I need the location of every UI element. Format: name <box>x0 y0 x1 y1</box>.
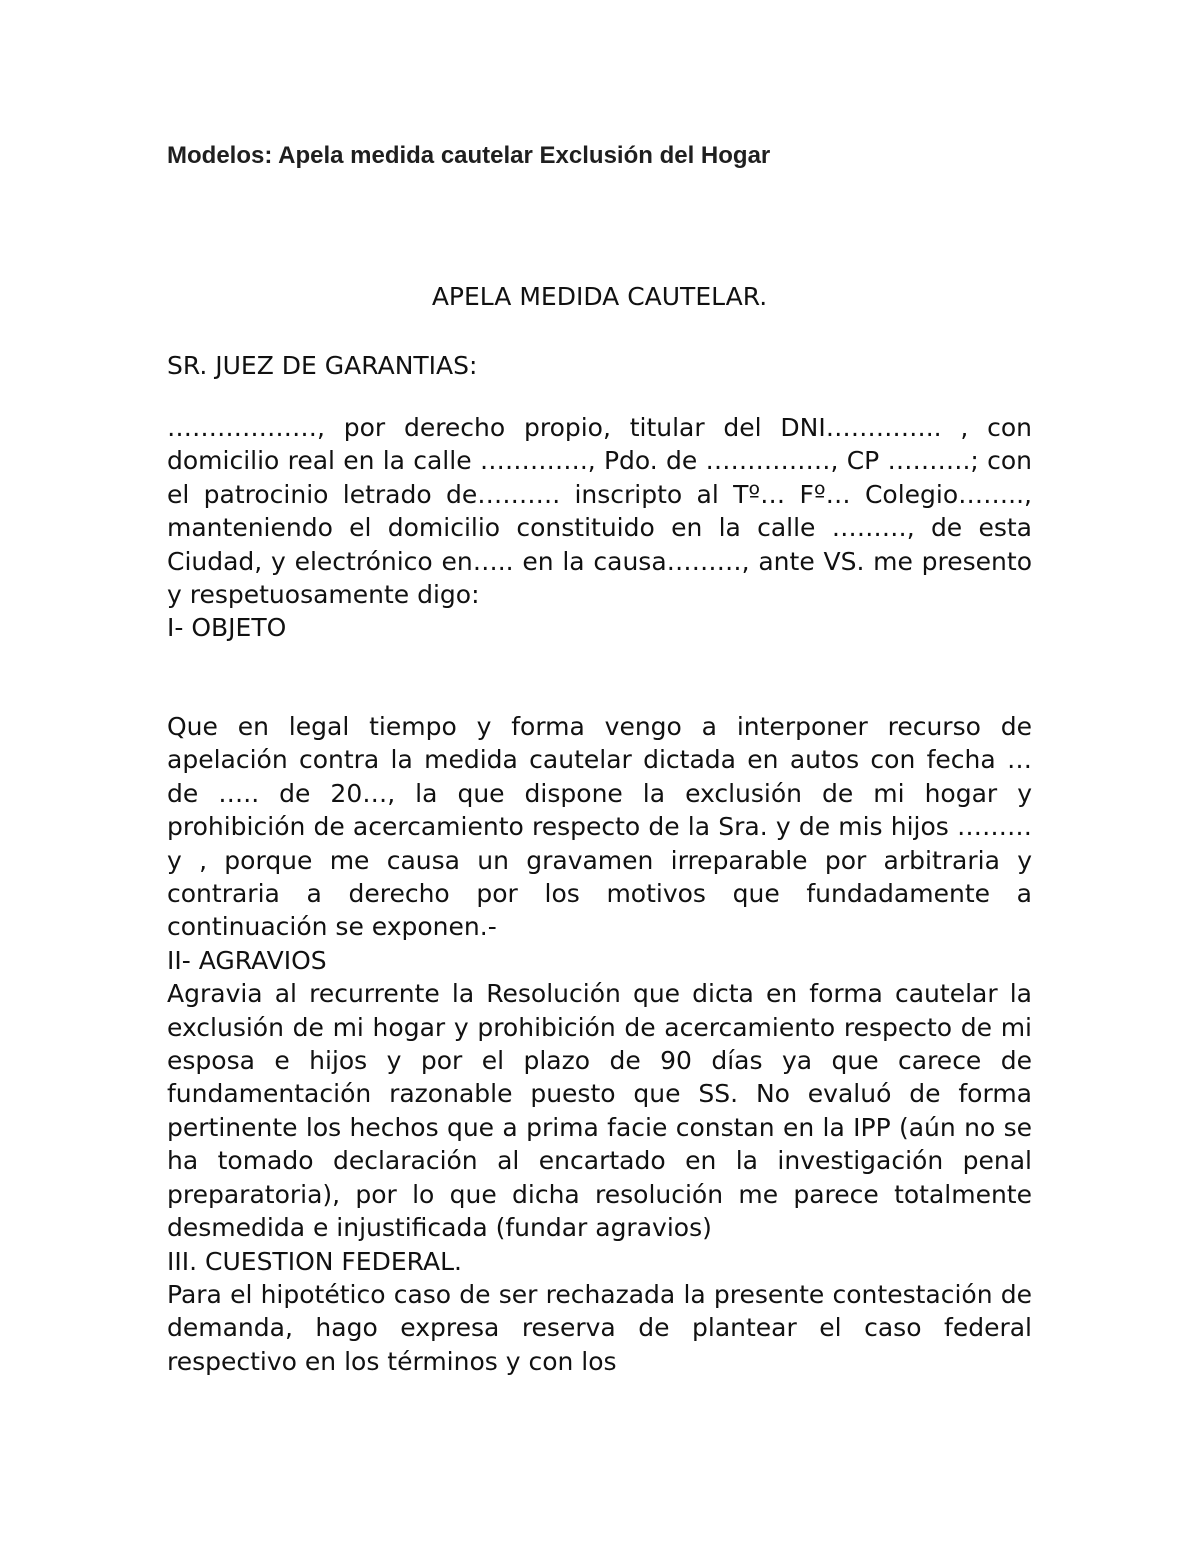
intro-paragraph: ………………, por derecho propio, titular del DNI………….. , con domicilio real en la calle …………., Pdo. de ……………, CP ……….; con el patrocinio letrado de………. inscripto al Tº… Fº… Colegio…….., manteniendo el domicilio constituido en la calle ………, de esta Ciudad, y electrónico en….. en la causa………, ante VS. me presento y respetuosamente digo: <box>167 413 1032 610</box>
section-objeto-paragraph: Que en legal tiempo y forma vengo a interponer recurso de apelación contra la medida cautelar dictada en autos con fecha … de ….. de 20…, la que dispone la exclusión de mi hogar y prohibición de acercamiento respecto de la Sra. y de mis hijos ……… y , porque me causa un gravamen irreparable por arbitraria y contraria a derecho por los motivos que fundadamente a continuación se exponen.- <box>167 712 1032 942</box>
section-objeto-title: I- OBJETO <box>167 613 287 643</box>
section-agravios-title: II- AGRAVIOS <box>167 945 327 975</box>
addressee-line: SR. JUEZ DE GARANTIAS: <box>167 351 478 380</box>
document-title: Modelos: Apela medida cautelar Exclusión del Hogar <box>167 142 771 169</box>
document-heading: APELA MEDIDA CAUTELAR. <box>431 282 768 311</box>
intro-block <box>167 411 1032 645</box>
body-block <box>167 710 1032 1378</box>
section-federal-paragraph: Para el hipotético caso de ser rechazada la presente contestación de demanda, hago expresa reserva de plantear el caso federal respectivo en los términos y con los <box>167 1279 1032 1376</box>
section-federal-title: III. CUESTION FEDERAL. <box>167 1246 462 1276</box>
section-agravios-paragraph: Agravia al recurrente la Resolución que dicta en forma cautelar la exclusión de mi hogar y prohibición de acercamiento respecto de mi esposa e hijos y por el plazo de 90 días ya que carece de fundamentación razonable puesto que SS. No evaluó de forma pertinente los hechos que a prima facie constan en la IPP (aún no se ha tomado declaración al encartado en la investigación penal preparatoria), por lo que dicha resolución me parece totalmente desmedida e injustificada (fundar agravios) <box>167 979 1032 1243</box>
